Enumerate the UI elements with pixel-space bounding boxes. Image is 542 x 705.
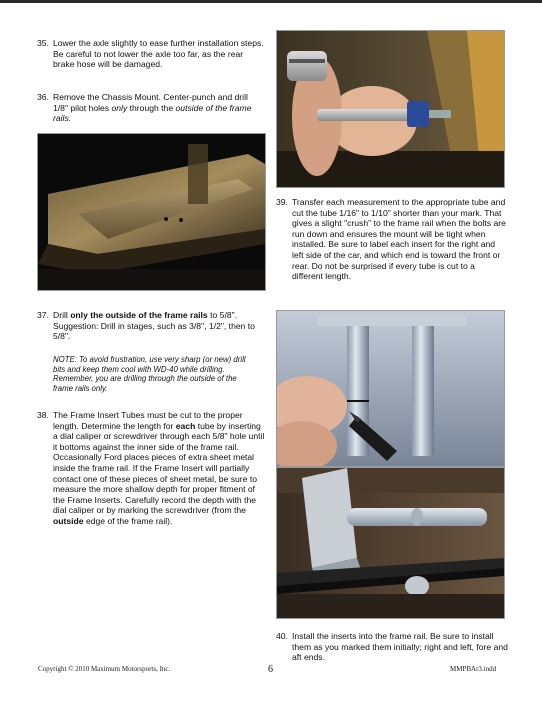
- step-number: 37.: [37, 310, 49, 320]
- photo-tube-cutting: [276, 467, 505, 619]
- photo-tube-marking: [276, 310, 505, 467]
- step-number: 40.: [276, 631, 288, 641]
- page-top-edge: [0, 0, 542, 3]
- step-text: Drill only the outside of the frame rails to 5/8". Suggestion: Drill in stages, such as 3/8", 1/2", then to 5/8".: [53, 310, 255, 342]
- step-text: Lower the axle slightly to ease further installation steps. Be careful to not lower the axle too far, as the rear brake hose will be damaged.: [53, 38, 264, 70]
- note-text: NOTE: To avoid frustration, use very sharp (or new) drill bits and keep them cool with WD-40 while drilling. Remember, you are drilling through the outside of the frame rails only.: [53, 355, 246, 393]
- step-number: 38.: [37, 410, 49, 420]
- step-text: The Frame Insert Tubes must be cut to the proper length. Determine the length for each tube by inserting a dial caliper or screwdriver through each 5/8" hole until it bottoms against the inner side of the frame rail. Occasionally Ford places pieces of extra sheet metal inside the frame rail. If the Frame Insert will partially contact one of these pieces of sheet metal, be sure to measure the more shallow depth for proper fitment of the Frame Inserts. Carefully record the depth with the dial caliper or by marking the screwdriver (from the outside edge of the frame rail).: [53, 410, 265, 526]
- photo-frame-rail-holes: [37, 133, 266, 291]
- step-text: Transfer each measurement to the appropriate tube and cut the tube 1/16" to 1/10" shorter than your mark. That gives a slight "crush" to the frame rail when the bolts are run down and ensures the mount will be tight when installed. Be sure to label each insert for the right and left side of the car, and which end is toward the front or rear. Do not be surprised if every tube is cut to a different length.: [292, 197, 506, 282]
- footer-filename: MMPBAr3.indd: [450, 665, 497, 673]
- step-number: 36.: [37, 92, 49, 102]
- step-text: Install the inserts into the frame rail. Be sure to install them as you marked them initially; right and left, fore and aft ends.: [292, 631, 508, 663]
- footer-copyright: Copyright © 2010 Maximum Motorsports, Inc.: [38, 665, 171, 673]
- page-number: 6: [268, 664, 273, 675]
- step-number: 39.: [276, 197, 288, 207]
- step-text: Remove the Chassis Mount. Center-punch and drill 1/8" pilot holes only through the outside of the frame rails.: [53, 92, 252, 124]
- step-number: 35.: [37, 38, 49, 48]
- photo-center-punch: [276, 30, 505, 188]
